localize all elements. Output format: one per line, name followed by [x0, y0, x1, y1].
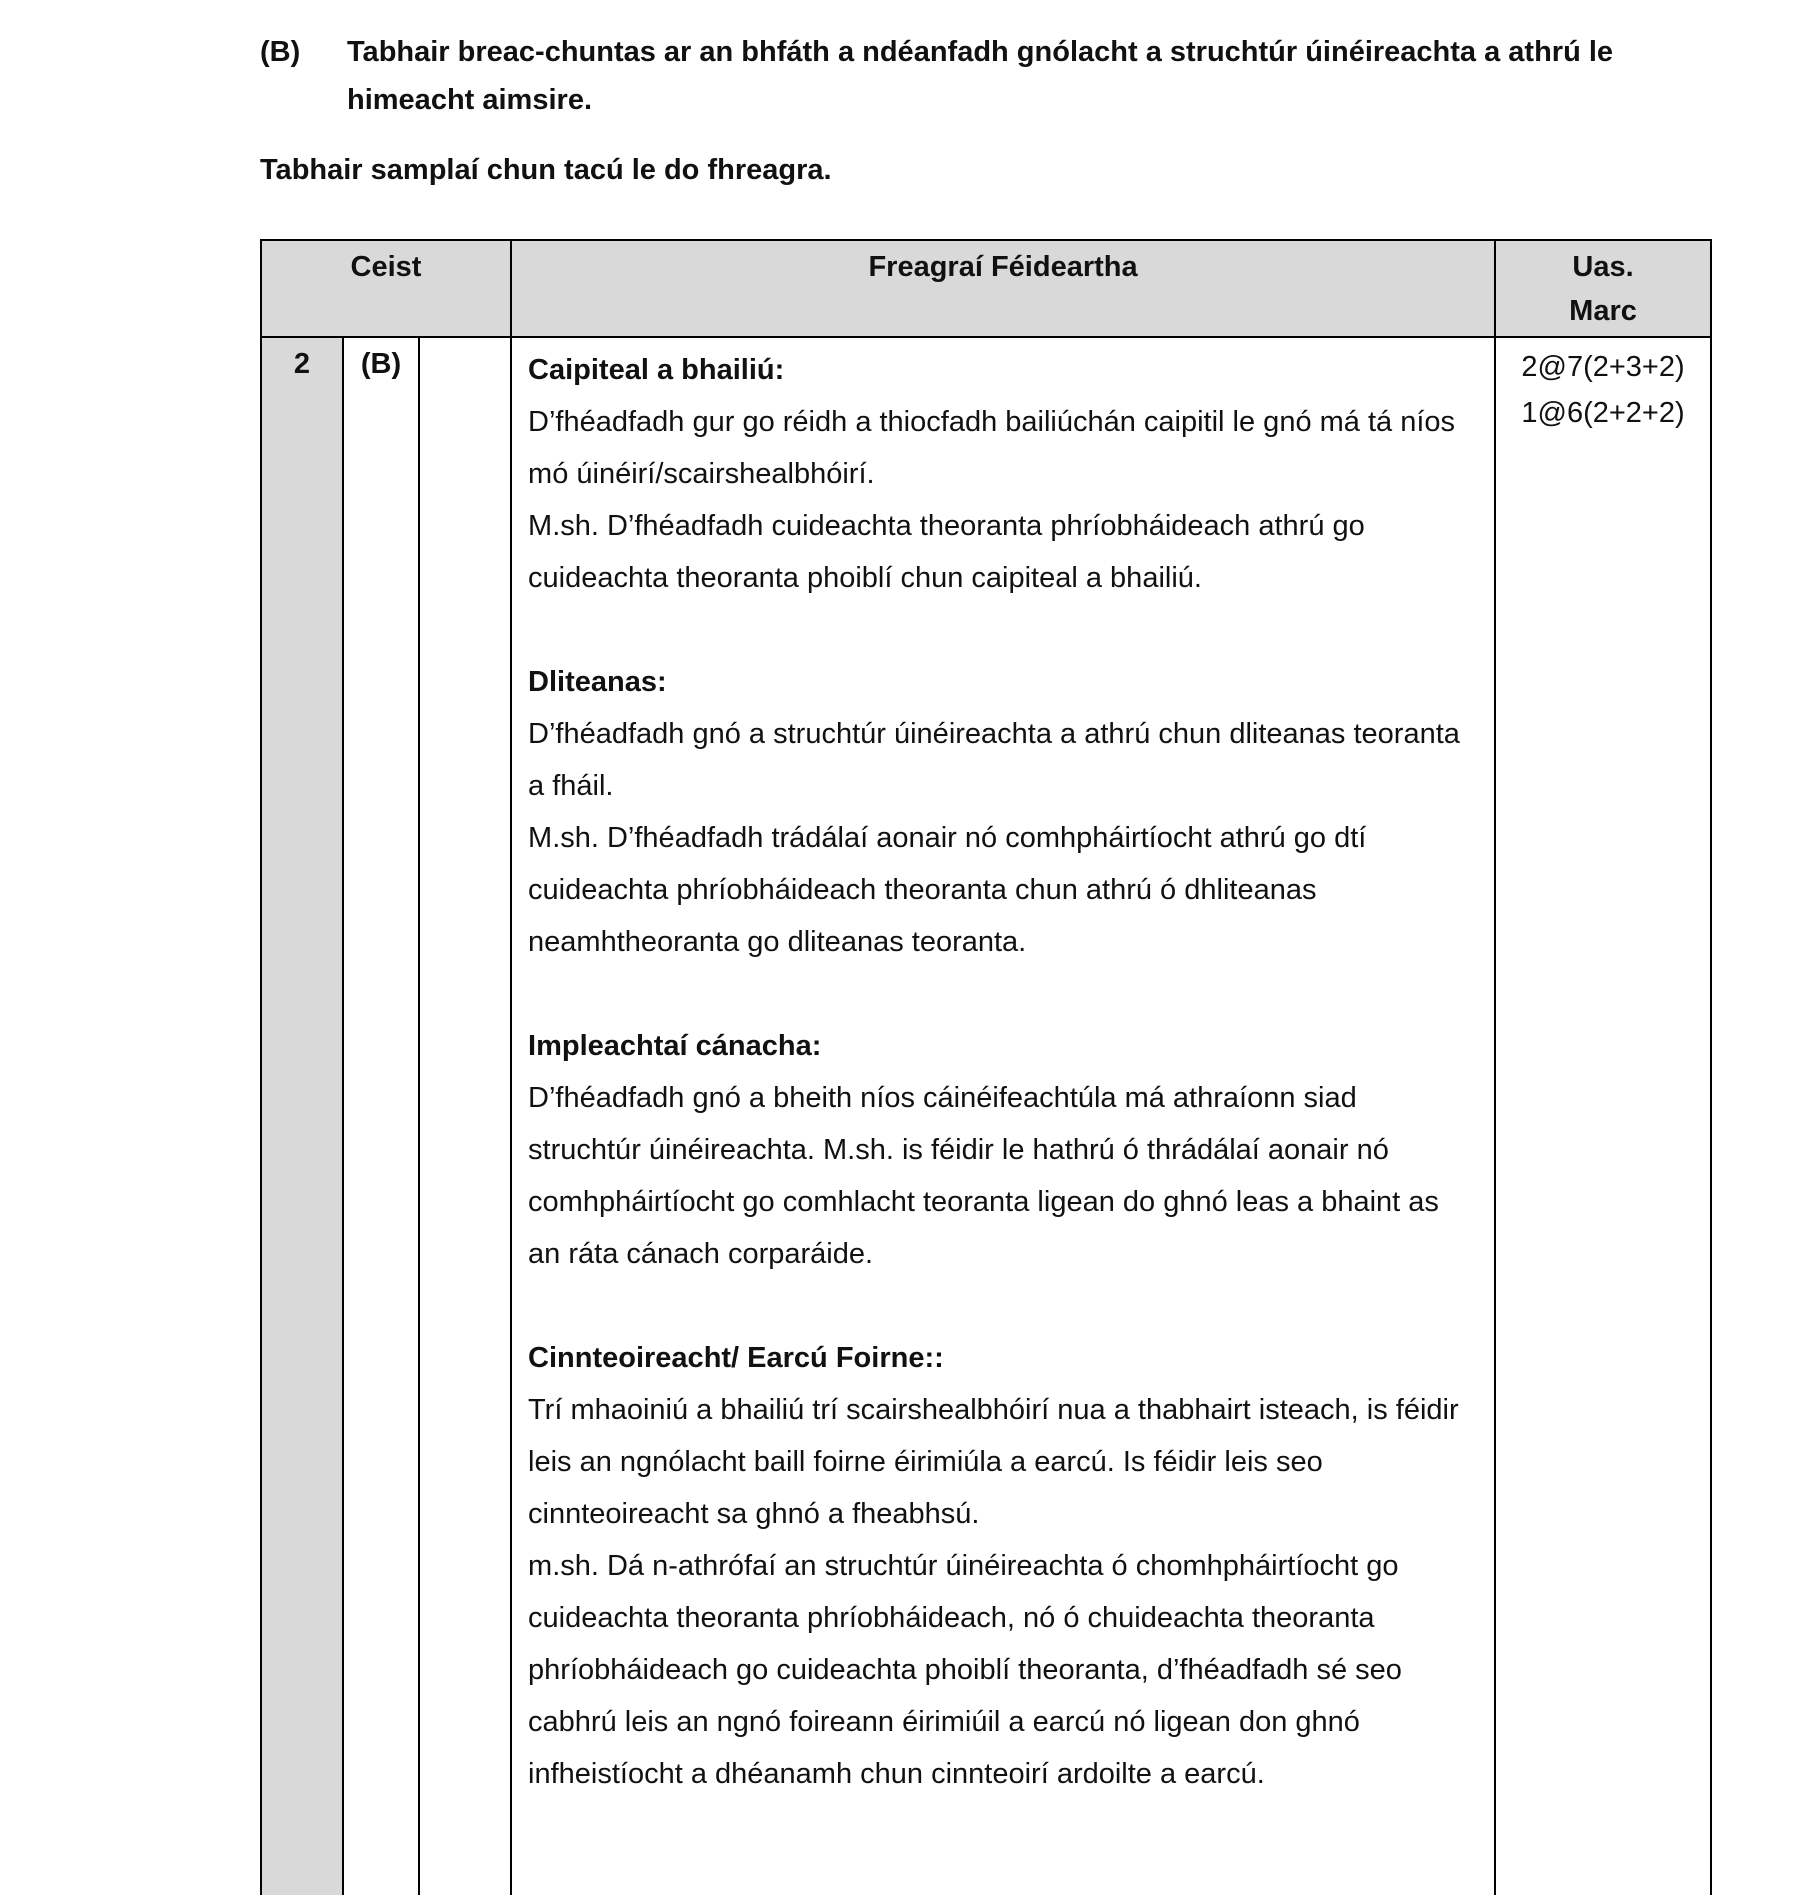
- header-ceist: Ceist: [261, 240, 511, 337]
- question-number: 2: [293, 348, 311, 380]
- section-paragraph: D’fhéadfadh gur go réidh a thiocfadh bailiúchán caipitil le gnó má tá níos mó úinéirí/scairshealbhóirí.: [528, 406, 1456, 490]
- section-title: Impleachtaí cánacha:: [528, 1030, 822, 1062]
- question-part-cell: [343, 337, 419, 1895]
- marks-cell: [1495, 337, 1711, 1895]
- table-header-row: [261, 240, 1711, 337]
- table-row: [261, 337, 1711, 1895]
- answer-section-capital: [528, 344, 1474, 604]
- marking-scheme-table: [260, 239, 1712, 1895]
- section-paragraph: M.sh. D’fhéadfadh cuideachta theoranta phríobháideach athrú go cuideachta theoranta phoiblí chun caipiteal a bhailiú.: [528, 510, 1365, 594]
- header-marc-line2: Marc: [1569, 295, 1637, 327]
- question-label: (B): [260, 36, 301, 68]
- answer-cell: [511, 337, 1495, 1895]
- section-paragraph: m.sh. Dá n-athrófaí an struchtúr úinéireachta ó chomhpháirtíocht go cuideachta theoranta phríobháideach, nó ó chuideachta theoranta phríobháideach go cuideachta phoiblí theoranta, d’fhéadfadh sé seo cabhrú leis an ngnó foireann éirimiúil a earcú nó ligean don ghnó infheistíocht a dhéanamh chun cinnteoirí ardoilte a earcú.: [528, 1550, 1402, 1790]
- mark-allocation: 2@7(2+3+2): [1521, 351, 1685, 383]
- section-title: Caipiteal a bhailiú:: [528, 354, 785, 386]
- section-paragraph: M.sh. D’fhéadfadh trádálaí aonair nó comhpháirtíocht athrú go dtí cuideachta phríobháideach theoranta chun athrú ó dhliteanas neamhtheoranta go dliteanas teoranta.: [528, 822, 1367, 958]
- header-marc: [1495, 240, 1711, 337]
- answer-section-liability: [528, 656, 1474, 968]
- header-freagrai: Freagraí Féideartha: [511, 240, 1495, 337]
- section-paragraph: D’fhéadfadh gnó a bheith níos cáinéifeachtúla má athraíonn siad struchtúr úinéireachta. M.sh. is féidir le hathrú ó thrádálaí aonair nó comhpháirtíocht go comhlacht teoranta ligean do ghnó leas a bhaint as an ráta cánach corparáide.: [528, 1082, 1439, 1270]
- header-marc-line1: Uas.: [1572, 251, 1634, 283]
- question-number-cell: [261, 337, 343, 1895]
- question-text: Tabhair breac-chuntas ar an bhfáth a ndéanfadh gnólacht a struchtúr úinéireachta a athrú le himeacht aimsire.: [347, 36, 1614, 116]
- answer-section-decision-making: [528, 1332, 1474, 1800]
- instruction-text: Tabhair samplaí chun tacú le do fhreagra.: [260, 154, 832, 186]
- mark-allocation: 1@6(2+2+2): [1521, 397, 1685, 429]
- section-title: Dliteanas:: [528, 666, 667, 698]
- section-paragraph: D’fhéadfadh gnó a struchtúr úinéireachta a athrú chun dliteanas teoranta a fháil.: [528, 718, 1460, 802]
- question-sub-cell: [419, 337, 511, 1895]
- answer-section-tax: [528, 1020, 1474, 1280]
- section-paragraph: Trí mhaoiniú a bhailiú trí scairshealbhóirí nua a thabhairt isteach, is féidir leis an ngnólacht baill foirne éirimiúla a earcú. Is féidir leis seo cinnteoireacht sa ghnó a fheabhsú.: [528, 1394, 1459, 1530]
- question-part: (B): [360, 348, 402, 380]
- section-title: Cinnteoireacht/ Earcú Foirne::: [528, 1342, 944, 1374]
